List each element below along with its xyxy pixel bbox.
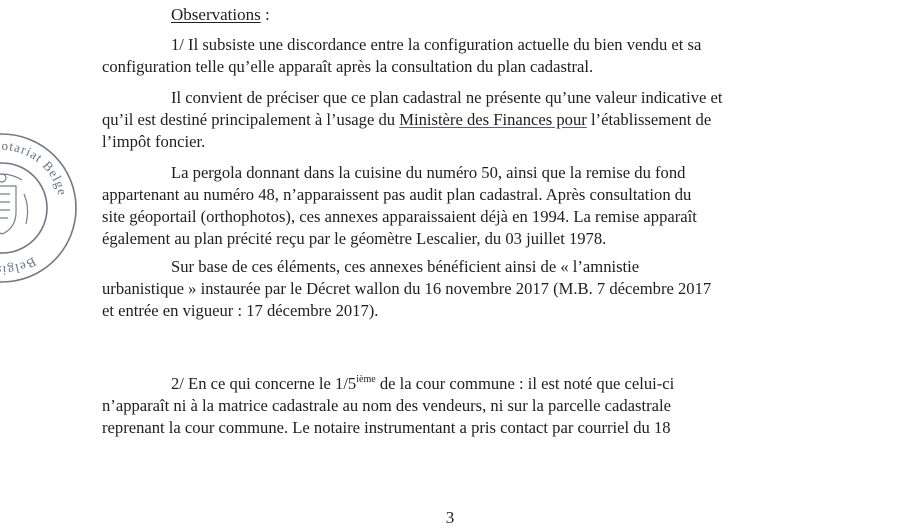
paragraph-4-line-2: urbanistique » instaurée par le Décret wallon du 16 novembre 2017 (M.B. 7 décembre 2017	[102, 279, 712, 298]
paragraph-5-line-2: n’apparaît ni à la matrice cadastrale au nom des vendeurs, ni sur la parcelle cadastrale	[102, 396, 671, 415]
page-number: 3	[445, 508, 455, 527]
heading-label: Observations	[171, 5, 261, 24]
coat-of-arms-icon	[0, 174, 28, 234]
paragraph-5-line-3: reprenant la cour commune. Le notaire instrumentant a pris contact par courriel du 18	[102, 418, 671, 437]
notary-seal-stamp	[0, 128, 82, 288]
paragraph-4-line-1: Sur base de ces éléments, ces annexes bénéficient ainsi de « l’amnistie	[171, 257, 640, 276]
paragraph-5-line-1-end: de la cour commune : il est noté que celui-ci	[375, 374, 675, 393]
superscript-ieme: ième	[356, 374, 376, 385]
paragraph-2-line-2-end: l’établissement de	[586, 110, 712, 129]
svg-text:Notariat Belge	[0, 138, 71, 197]
paragraph-4-line-3: et entrée en vigueur : 17 décembre 2017).	[102, 301, 379, 320]
paragraph-2-line-1: Il convient de préciser que ce plan cadastral ne présente qu’une valeur indicative et	[171, 88, 723, 107]
seal-text-top: otariat Belge	[1, 137, 71, 198]
paragraph-3-line-4: également au plan précité reçu par le géomètre Lescalier, du 03 juillet 1978.	[102, 229, 607, 248]
paragraph-5-line-1	[171, 373, 674, 395]
paragraph-3-line-3: site géoportail (orthophotos), ces annexes apparaissaient déjà en 1994. La remise apparaît	[102, 207, 697, 226]
seal-text-side: Belgi	[1, 254, 39, 279]
section-heading	[171, 4, 270, 26]
paragraph-1-line-2: configuration telle qu’elle apparaît après la consultation du plan cadastral.	[102, 57, 594, 76]
paragraph-3-line-1: La pergola donnant dans la cuisine du numéro 50, ainsi que la remise du fond	[171, 163, 686, 182]
paragraph-2-line-3: l’impôt foncier.	[102, 132, 206, 151]
paragraph-2-line-2	[102, 109, 711, 131]
paragraph-1-line-1: 1/ Il subsiste une discordance entre la configuration actuelle du bien vendu et sa	[171, 35, 702, 54]
paragraph-3-line-2: appartenant au numéro 48, n’apparaissent pas audit plan cadastral. Après consultation du	[102, 185, 692, 204]
paragraph-2-line-2-start: qu’il est destiné principalement à l’usage du	[102, 110, 400, 129]
heading-colon: :	[260, 5, 270, 24]
underlined-ministry-mark: Ministère des Finances pour	[399, 110, 587, 129]
paragraph-5-line-1-start: 2/ En ce qui concerne le 1/5	[171, 374, 357, 393]
